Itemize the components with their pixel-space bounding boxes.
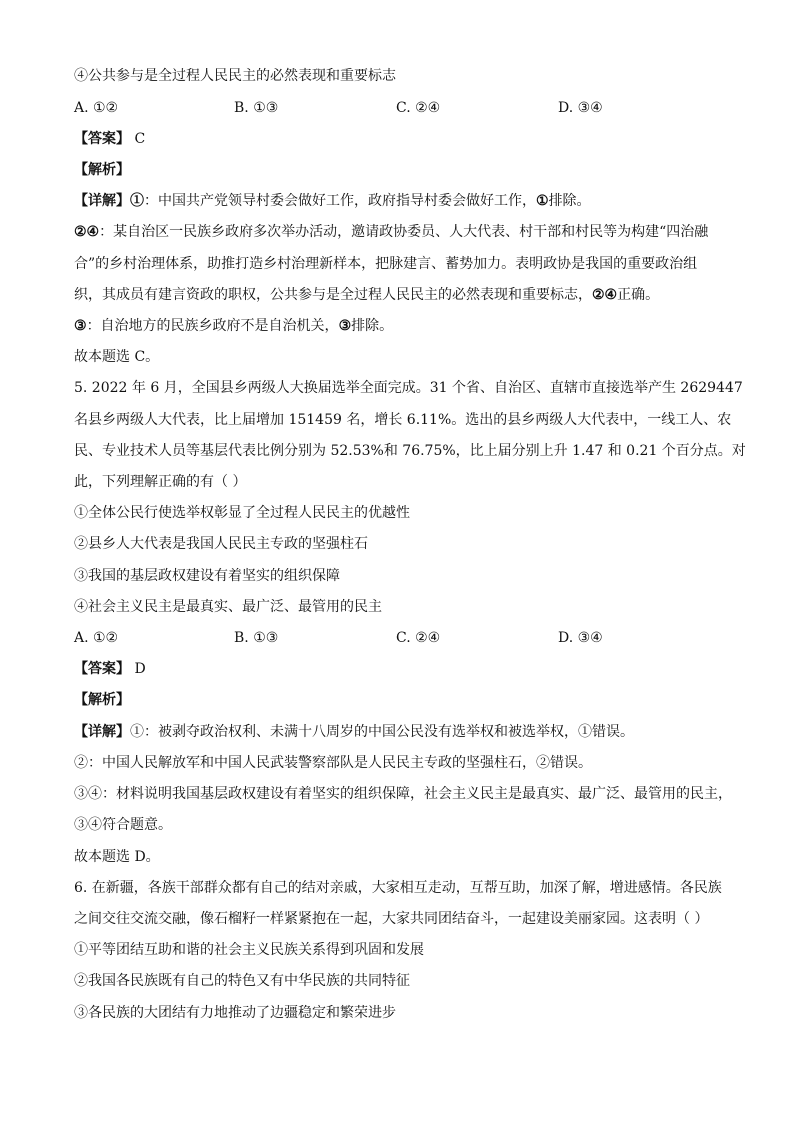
text: 排除。 (548, 193, 591, 209)
detail-tag: 【详解】 (74, 724, 130, 740)
q5-option-a: A. ①② (74, 630, 119, 646)
marker: ① (130, 193, 144, 209)
q5-stem-line-4: 此，下列理解正确的有（ ） (74, 474, 247, 490)
q5-detail-line-2: ②：中国人民解放军和中国人民武装警察部队是人民民主专政的坚强柱石，②错误。 (74, 755, 592, 771)
text: 织，其成员有建言资政的职权，公共参与是全过程人民民主的必然表现和重要标志， (74, 287, 592, 303)
q5-statement-3: ③我国的基层政权建设有着坚实的组织保障 (74, 568, 340, 584)
q4-detail-line-3: 合”的乡村治理体系，助推打造乡村治理新样本，把脉建言、蓄势加力。表明政协是我国的重要政治组 (74, 256, 698, 272)
answer-value: C (134, 131, 146, 147)
q5-stem-line-3: 民、专业技术人员等基层代表比例分别为 52.53%和 76.75%，比上届分别上升 1.47 和 0.21 个百分点。对 (74, 443, 746, 459)
q4-statement-4: ④公共参与是全过程人民民主的必然表现和重要标志 (74, 68, 396, 84)
q5-analysis-tag (74, 690, 130, 710)
analysis-tag: 【解析】 (74, 692, 130, 708)
q5-detail-line-3: ③④：材料说明我国基层政权建设有着坚实的组织保障，社会主义民主是最真实、最广泛、最管用的民主， (74, 786, 732, 802)
answer-tag: 【答案】 (74, 131, 130, 147)
q4-answer (74, 129, 145, 149)
q4-detail-line-2 (74, 222, 708, 242)
text: ：自治地方的民族乡政府不是自治机关， (86, 318, 339, 334)
q5-conclusion: 故本题选 D。 (74, 849, 160, 865)
q4-option-a: A. ①② (74, 100, 119, 116)
analysis-tag: 【解析】 (74, 162, 130, 178)
marker: ③ (338, 318, 352, 334)
q4-option-c: C. ②④ (396, 100, 441, 116)
q6-statement-2: ②我国各民族既有自己的特色又有中华民族的共同特征 (74, 973, 410, 989)
text: ①：被剥夺政治权利、未满十八周岁的中国公民没有选举权和被选举权，①错误。 (130, 724, 634, 740)
q5-option-d: D. ③④ (558, 630, 603, 646)
q4-option-d: D. ③④ (558, 100, 603, 116)
q4-conclusion: 故本题选 C。 (74, 349, 160, 365)
text: 正确。 (617, 287, 660, 303)
answer-value: D (134, 661, 146, 677)
q5-option-c: C. ②④ (396, 630, 441, 646)
marker: ②④ (74, 224, 100, 240)
q5-statement-4: ④社会主义民主是最真实、最广泛、最管用的民主 (74, 599, 382, 615)
q4-analysis-tag (74, 160, 130, 180)
q5-stem-line-2: 名县乡两级人大代表，比上届增加 151459 名，增长 6.11%。选出的县乡两级人大代表中，一线工人、农 (74, 412, 732, 428)
q5-detail-line-4: ③④符合题意。 (74, 817, 172, 833)
marker: ②④ (592, 287, 618, 303)
q5-statement-2: ②县乡人大代表是我国人民民主专政的坚强柱石 (74, 536, 368, 552)
q5-option-b: B. ①③ (234, 630, 279, 646)
text: ：中国共产党领导村委会做好工作，政府指导村委会做好工作， (144, 193, 536, 209)
q4-detail-line-1 (74, 191, 591, 211)
q6-stem-line-2: 之间交往交流交融，像石榴籽一样紧紧抱在一起，大家共同团结奋斗，一起建设美丽家园。这表明（ ） (74, 911, 709, 927)
answer-tag: 【答案】 (74, 661, 130, 677)
q6-statement-3: ③各民族的大团结有力地推动了边疆稳定和繁荣进步 (74, 1005, 396, 1021)
q5-stem-line-1: 5. 2022 年 6 月，全国县乡两级人大换届选举全面完成。31 个省、自治区、直辖市直接选举产生 2629447 (74, 380, 743, 396)
text: 排除。 (351, 318, 394, 334)
marker: ③ (74, 318, 87, 334)
q5-detail-line-1 (74, 722, 634, 742)
q4-detail-line-4 (74, 285, 659, 305)
text: ：某自治区一民族乡政府多次举办活动，邀请政协委员、人大代表、村干部和村民等为构建“四治融 (99, 224, 709, 240)
detail-tag: 【详解】 (74, 193, 130, 209)
q6-stem-line-1: 6. 在新疆，各族干部群众都有自己的结对亲戚，大家相互走动，互帮互助，加深了解，增进感情。各民族 (74, 880, 722, 896)
q4-detail-line-5 (74, 316, 393, 336)
q5-answer (74, 659, 146, 679)
q4-option-b: B. ①③ (234, 100, 279, 116)
q6-statement-1: ①平等团结互助和谐的社会主义民族关系得到巩固和发展 (74, 942, 424, 958)
marker: ① (536, 193, 549, 209)
q5-statement-1: ①全体公民行使选举权彰显了全过程人民民主的优越性 (74, 505, 410, 521)
